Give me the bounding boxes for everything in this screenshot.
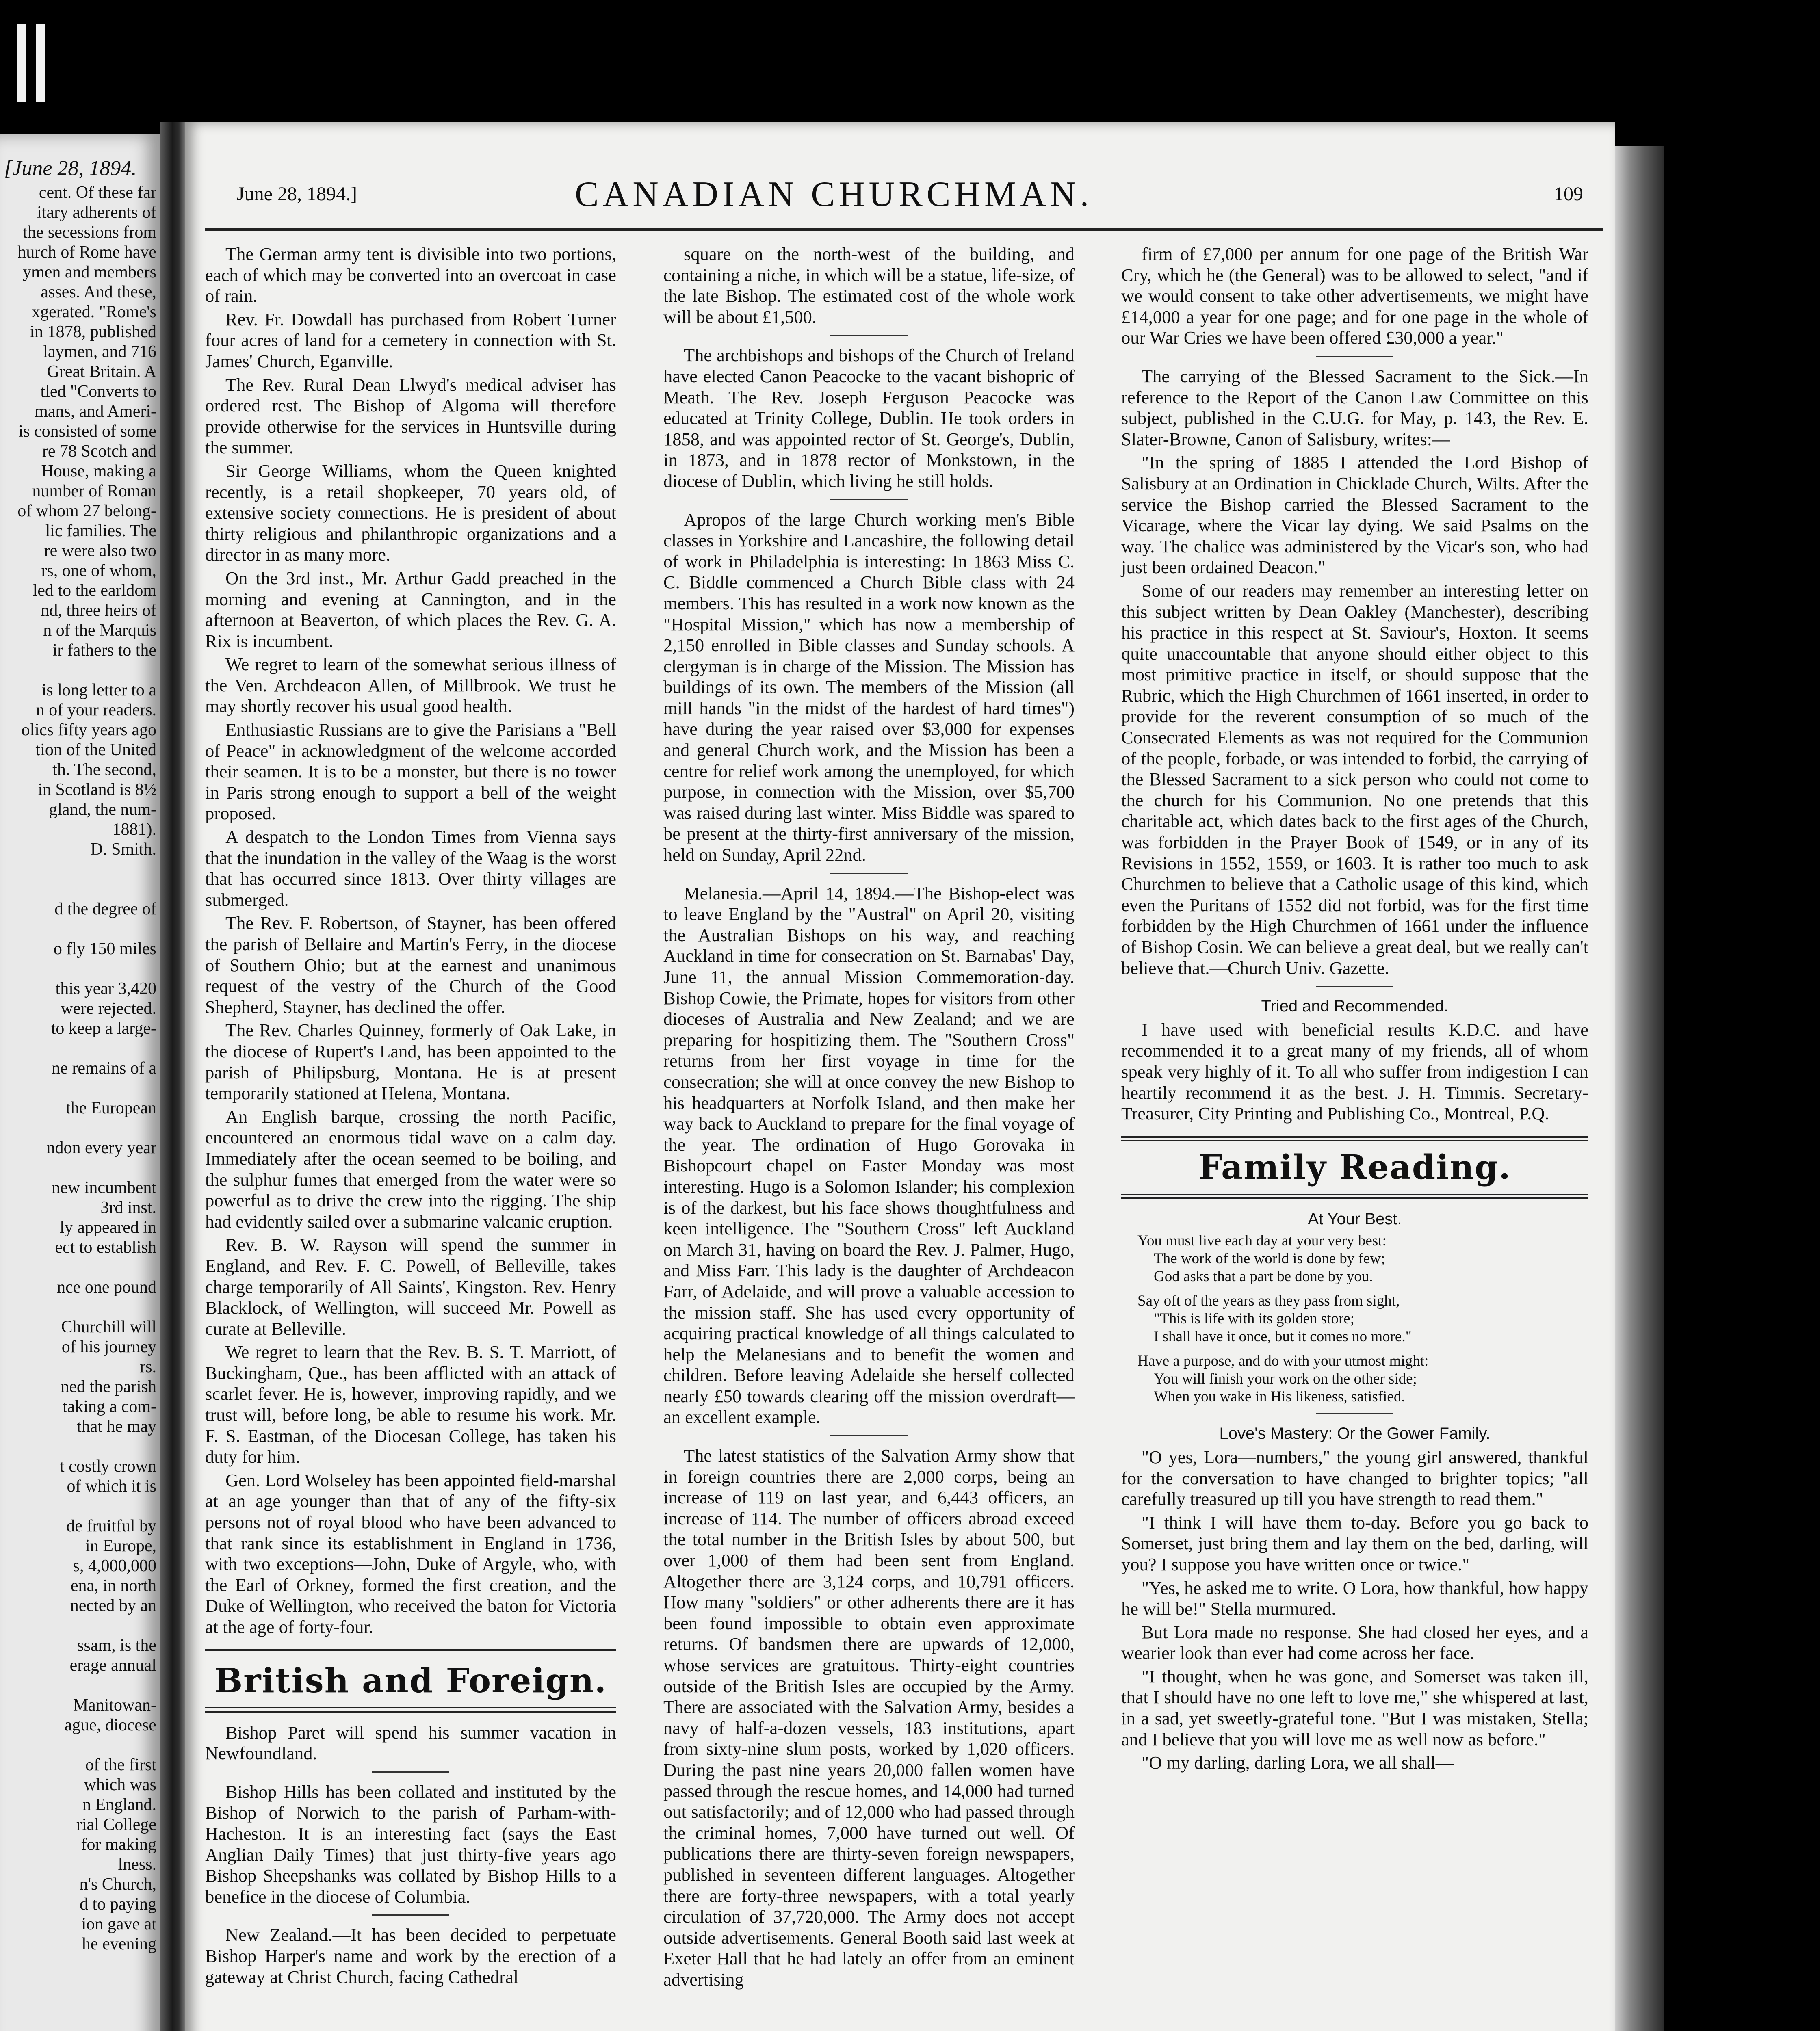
separator-rule bbox=[830, 873, 908, 874]
previous-page-line: n of your readers. bbox=[36, 701, 156, 719]
col1-para: The Rev. F. Robertson, of Stayner, has been offered the parish of Bellaire and Martin's Ferry, in the diocese of Southern Ohio; but at the earnest and unanimous request of the vestry of the Church of the Good Shepherd, Stayner, has declined the offer. bbox=[205, 913, 616, 1017]
scan-marker-top-left bbox=[17, 24, 26, 102]
previous-page-line: he evening bbox=[82, 1935, 156, 1953]
col1-para: The Rev. Rural Dean Llwyd's medical adviser has ordered rest. The Bishop of Algoma will therefore provide otherwise for the services in Huntsville during the summer. bbox=[205, 374, 616, 458]
previous-page-line: lic families. The bbox=[45, 522, 156, 540]
previous-page-line: xgerated. "Rome's bbox=[32, 303, 156, 321]
col1-para: The German army tent is divisible into two portions, each of which may be converted into an overcoat in case of rain. bbox=[205, 244, 616, 306]
separator-rule bbox=[830, 335, 908, 336]
separator-rule bbox=[1316, 356, 1393, 357]
previous-page-line: ned the parish bbox=[61, 1377, 156, 1396]
previous-page-line: gland, the num- bbox=[49, 800, 156, 819]
column-2 bbox=[663, 244, 1075, 1993]
column-1 bbox=[205, 244, 616, 1990]
previous-page-line: to keep a large- bbox=[51, 1019, 156, 1038]
previous-page-line: taking a com- bbox=[63, 1397, 156, 1416]
previous-page-line: n's Church, bbox=[79, 1875, 156, 1894]
separator-rule bbox=[1316, 986, 1393, 987]
previous-page-line: were rejected. bbox=[61, 999, 156, 1018]
poem-stanza bbox=[1121, 1232, 1588, 1286]
previous-page-line: s, 4,000,000 bbox=[73, 1557, 156, 1575]
previous-page-line: d to paying bbox=[80, 1895, 156, 1914]
previous-page-line: olics fifty years ago bbox=[21, 721, 156, 739]
col1-section-para: New Zealand.—It has been decided to perpetuate Bishop Harper's name and work by the erection of a gateway at Christ Church, facing Cathedral bbox=[205, 1925, 616, 1987]
col3-para: "In the spring of 1885 I attended the Lord Bishop of Salisbury at an Ordination in Chicklade Church, Wilts. After the service the Bishop carried the Blessed Sacrament to the Vicarage, where the Vicar lay dying. We said Psalms on the way. The chalice was administered by the Vicar's son, who had just been ordained Deacon." bbox=[1121, 452, 1588, 578]
poem-line: Say oft of the years as they pass from sight, bbox=[1138, 1293, 1400, 1310]
previous-page-line: the European bbox=[66, 1099, 156, 1117]
previous-page-line: ect to establish bbox=[55, 1238, 156, 1257]
previous-page-line: mans, and Ameri- bbox=[35, 402, 156, 421]
col3-para: Some of our readers may remember an interesting letter on this subject written by Dean Oakley (Manchester), describing his practice in this respect at St. Saviour's, Hoxton. It seems quite unaccountable that anyone should either object to this most primitive practice in itself, or should suppose that the Rubric, which the High Churchmen of 1661 inserted, in order to provide for the reverent consumption of so much of the Consecrated Elements as was not required for the Communion of the people, forbade, or was intended to forbid, the carrying of the Blessed Sacrament to a sick person who could not come to the church for his Communion. No one pretends that this charitable act, which dates back to the first ages of the Church, was forbidden in the Prayer Book of 1549, or in any of its Revisions in 1552, 1559, or 1603. It is rather too much to ask Churchmen to believe that a Catholic usage of this kind, which even the Puritans of 1552 did not forbid, was for the first time forbidden by the High Churchmen of 1661 under the influence of Bishop Cosin. We can believe a great deal, but we really can't believe that.—Church Univ. Gazette. bbox=[1121, 580, 1588, 978]
section-title-british-foreign: British and Foreign. bbox=[214, 1661, 607, 1700]
previous-page-line: House, making a bbox=[41, 462, 156, 481]
previous-page-line: rs, one of whom, bbox=[41, 561, 156, 580]
previous-page-line: Great Britain. A bbox=[47, 362, 156, 381]
col3-para: The carrying of the Blessed Sacrament to the Sick.—In reference to the Report of the Canon Law Committee on this subject, published in the C.U.G. for May, p. 143, the Rev. E. Slater-Browne, Canon of Salisbury, writes:— bbox=[1121, 366, 1588, 449]
previous-page-edge bbox=[0, 134, 160, 2031]
col1-para: Sir George Williams, whom the Queen knighted recently, is a retail shopkeeper, 70 years old, of extensive society connections. He is president of about thirty religious and philanthropic organizations and a director in as many more. bbox=[205, 460, 616, 565]
col2-para: Apropos of the large Church working men's Bible classes in Yorkshire and Lancashire, the following detail of work in Philadelphia is interesting: In 1863 Miss C. C. Biddle commenced a Church Bible class with 24 members. This has resulted in a work now known as the "Hospital Mission," which has now a membership of 2,150 enrolled in Bible classes and Sunday schools. A clergyman is in charge of the Mission. The Mission has buildings of its own. The members of the Mission (all mill hands "in the midst of the hardest of hard times") have during the year raised over $3,000 for expenses and general Church work, and the Mission has been a centre for relief work among the unemployed, for which purpose, in connection with the Mission, over $5,700 was raised during last winter. Miss Biddle was spared to be present at the thirty-first anniversary of the mission, held on Sunday, April 22nd. bbox=[663, 509, 1075, 865]
previous-page-line: in 1878, published bbox=[30, 323, 156, 341]
page-number: 109 bbox=[1554, 183, 1583, 205]
newspaper-page bbox=[185, 122, 1615, 2031]
page-edge-stack bbox=[1615, 146, 1664, 2031]
previous-page-line: is long letter to a bbox=[41, 681, 156, 699]
story-para: "I think I will have them to-day. Before you go back to Somerset, just bring them and lay them on the bed, darling, will you? I suppose you have written once or twice." bbox=[1121, 1512, 1588, 1574]
poem-line: You will finish your work on the other side; bbox=[1154, 1371, 1417, 1388]
issue-date: June 28, 1894.] bbox=[237, 183, 357, 205]
previous-page-line: led to the earldom bbox=[32, 581, 156, 600]
col1-para: The Rev. Charles Quinney, formerly of Oak Lake, in the diocese of Rupert's Land, has been appointed to the parish of Philipsburg, Montana. He is at present temporarily stationed at Helena, Montana. bbox=[205, 1020, 616, 1104]
previous-page-line: new incumbent bbox=[52, 1178, 156, 1197]
column-3 bbox=[1121, 244, 1588, 1776]
previous-page-line: of whom 27 belong- bbox=[17, 502, 156, 520]
previous-page-line: in Europe, bbox=[85, 1537, 156, 1555]
col1-para: We regret to learn that the Rev. B. S. T. Marriott, of Buckingham, Que., has been afflicted with an attack of scarlet fever. He is, however, improving rapidly, and we trust will, before long, be able to resume his work. Mr. F. S. Eastman, of the Diocesan College, has taken his duty for him. bbox=[205, 1342, 616, 1467]
section-rule-bottom bbox=[205, 1707, 616, 1713]
col1-para: Gen. Lord Wolseley has been appointed field-marshal at an age younger than that of any of the fifty-six persons not of royal blood who have been advanced to that rank since its establishment in England in 1736, with two exceptions—John, Duke of Argyle, who, with the Earl of Orkney, formed the first creation, and the Duke of Wellington, who received the baton for Victoria at the age of forty-four. bbox=[205, 1470, 616, 1637]
previous-page-line: rs. bbox=[140, 1358, 156, 1376]
previous-page-line: cent. Of these far bbox=[39, 183, 156, 202]
story-para: "I thought, when he was gone, and Somerset was taken ill, that I should have no one left to love me," she whispered at last, in a sad, yet sweetly-grateful tone. "But I was mistaken, Stella; and I believe that you will love me as well now as before." bbox=[1121, 1666, 1588, 1750]
separator-rule bbox=[372, 1771, 449, 1773]
previous-page-line: nce one pound bbox=[57, 1278, 156, 1297]
previous-page-line: tion of the United bbox=[35, 741, 156, 759]
poem-line: Have a purpose, and do with your utmost might: bbox=[1138, 1353, 1429, 1370]
previous-page-line: ssam, is the bbox=[77, 1636, 156, 1655]
previous-page-line: ion gave at bbox=[81, 1915, 156, 1934]
poem-line: You must live each day at your very best: bbox=[1138, 1232, 1387, 1249]
previous-page-line: of the first bbox=[85, 1756, 156, 1774]
previous-page-line: this year 3,420 bbox=[55, 979, 156, 998]
separator-rule bbox=[372, 1914, 449, 1916]
previous-page-line: ymen and members bbox=[23, 263, 156, 281]
col2-para: Melanesia.—April 14, 1894.—The Bishop-elect was to leave England by the "Austral" on April 20, visiting the Australian Bishops on his way, and reaching Auckland in time for consecration on St. Barnabas' Day, June 11, the annual Mission Commemoration-day. Bishop Cowie, the Primate, hopes for visitors from other dioceses of Australia and New Zealand; and we are preparing for hospitizing them. The "Southern Cross" returns from her first voyage in time for the consecration; she will at once convey the new Bishop to his headquarters at Norfolk Island, and then make her way back to Auckland to prepare for the final voyage of the year. The ordination of Hugo Gorovaka in Bishopcourt chapel on Easter Monday was most interesting. Hugo is a Solomon Islander; his complexion is of the darkest, but his face shows thoughtfulness and keen intelligence. The "Southern Cross" left Auckland on March 31, having on board the Rev. J. Palmer, Hugo, and Miss Farr. This lady is the daughter of Archdeacon Farr, of Adelaide, and will prove a valuable accession to the mission staff. She has used every opportunity of acquiring practical knowledge of all things calculated to help the Melanesians and to benefit the women and children. Before leaving Adelaide she herself collected nearly £50 towards clearing off the mission overdraft—an excellent example. bbox=[663, 883, 1075, 1427]
previous-page-line: asses. And these, bbox=[41, 283, 156, 301]
previous-page-line: d the degree of bbox=[54, 900, 156, 918]
previous-page-line: n of the Marquis bbox=[43, 621, 156, 640]
previous-page-line: the secessions from bbox=[23, 223, 156, 242]
previous-page-line: in Scotland is 8½ bbox=[38, 780, 156, 799]
section-title-family-reading: Family Reading. bbox=[1198, 1148, 1511, 1187]
scan-marker-top-right bbox=[36, 24, 45, 102]
previous-page-line: nd, three heirs of bbox=[41, 601, 156, 620]
col1-para: Rev. B. W. Rayson will spend the summer in England, and Rev. F. C. Powell, of Belleville, takes charge temporarily of All Saints', Kingston. Rev. Henry Blacklock, of Wellington, will succeed Mr. Powell as curate at Belleville. bbox=[205, 1234, 616, 1339]
col1-section-para: Bishop Hills has been collated and instituted by the Bishop of Norwich to the parish of Parham-with-Hacheston. It is an interesting fact (says the East Anglian Daily Times) that just thirty-five years ago Bishop Sheepshanks was collated by Bishop Hills to a benefice in the diocese of Columbia. bbox=[205, 1781, 616, 1907]
previous-page-line: itary adherents of bbox=[37, 203, 156, 222]
previous-page-line: n England. bbox=[82, 1795, 156, 1814]
story-para: "O my darling, darling Lora, we all shall— bbox=[1142, 1752, 1454, 1773]
col1-para: Enthusiastic Russians are to give the Parisians a "Bell of Peace" in acknowledgment of the welcome accorded their seamen. It is to be a monster, but there is no tower in Paris strong enough to support a bell of the weight proposed. bbox=[205, 719, 616, 824]
col1-para: Rev. Fr. Dowdall has purchased from Robert Turner four acres of land for a cemetery in connection with St. James' Church, Eganville. bbox=[205, 309, 616, 371]
previous-page-line: lness. bbox=[118, 1855, 156, 1874]
previous-page-line: laymen, and 716 bbox=[43, 342, 156, 361]
poem-line: "This is life with its golden store; bbox=[1154, 1310, 1355, 1327]
previous-page-header: [June 28, 1894. bbox=[4, 157, 137, 180]
col2-para: square on the north-west of the building, and containing a niche, in which will be a statue, life-size, of the late Bishop. The estimated cost of the whole work will be about £1,500. bbox=[663, 244, 1075, 327]
section-rule-top bbox=[1121, 1136, 1588, 1141]
separator-rule bbox=[1316, 1413, 1393, 1414]
previous-page-line: 3rd inst. bbox=[100, 1198, 156, 1217]
previous-page-line: for making bbox=[81, 1835, 156, 1854]
poem-line: I shall have it once, but it comes no more." bbox=[1154, 1328, 1412, 1345]
previous-page-line: D. Smith. bbox=[90, 840, 156, 859]
book-gutter bbox=[160, 122, 187, 2031]
col2-para: The latest statistics of the Salvation Army show that in foreign countries there are 2,000 corps, being an increase of 119 on last year, and 6,443 officers, an increase of 114. The number of officers abroad exceed the total number in the British Isles by about 500, but over 1,000 of them had been sent from England. Altogether there are 3,124 corps, and 10,791 officers. How many "soldiers" or other adherents there are it has been found impossible to obtain even approximate returns. Of bandsmen there are upwards of 12,000, whose services are gratuitous. Thirty-eight countries outside of the British Isles are occupied by the Army. There are associated with the Salvation Army, besides a navy of half-a-dozen vessels, 183 institutions, apart from sixty-nine slum posts, worked by 1,020 officers. During the past nine years 20,000 fallen women have passed through the rescue homes, and 14,000 had turned out satisfactorily; and of 12,000 who had passed through the criminal homes, 7,000 have turned out well. Of publications there are thirty-seven foreign newspapers, published in seventeen different languages. Altogether there are forty-three newspapers, with a total yearly circulation of 37,720,000. The Army does not accept outside advertisements. General Booth said last week at Exeter Hall that he had lately an offer from an eminent advertising bbox=[663, 1445, 1075, 1990]
previous-page-line: ndon every year bbox=[46, 1139, 156, 1157]
previous-page-line: Manitowan- bbox=[73, 1696, 156, 1715]
previous-page-line: re were also two bbox=[44, 541, 156, 560]
previous-page-line: rial College bbox=[76, 1815, 156, 1834]
previous-page-line: which was bbox=[84, 1776, 156, 1794]
col1-section-para: Bishop Paret will spend his summer vacation in Newfoundland. bbox=[205, 1722, 616, 1764]
col1-para: We regret to learn of the somewhat serious illness of the Ven. Archdeacon Allen, of Millbrook. We trust he may shortly recover his usual good health. bbox=[205, 654, 616, 717]
story-title: Love's Mastery: Or the Gower Family. bbox=[1219, 1425, 1491, 1443]
previous-page-line: of which it is bbox=[67, 1477, 156, 1496]
previous-page-line: hurch of Rome have bbox=[17, 243, 156, 262]
story-para: But Lora made no response. She had closed her eyes, and a wearier look than ever had come across her face. bbox=[1121, 1622, 1588, 1663]
story-para: "O yes, Lora—numbers," the young girl answered, thankful for the conversation to have changed to brighter topics; "all carefully treasured up till you have strength to read them." bbox=[1121, 1446, 1588, 1509]
previous-page-line: Churchill will bbox=[61, 1318, 156, 1336]
previous-page-line: 1881). bbox=[112, 820, 156, 839]
ad-body: I have used with beneficial results K.D.C. and have recommended it to a great many of my friends, all of whom speak very highly of it. To all who suffer from indigestion I can heartily recommend it as the best. J. H. Timmis. Secretary-Treasurer, City Printing and Publishing Co., Montreal, P.Q. bbox=[1121, 1019, 1588, 1124]
previous-page-line: number of Roman bbox=[32, 482, 156, 500]
poem-line: When you wake in His likeness, satisfied. bbox=[1154, 1388, 1405, 1405]
previous-page-line: ne remains of a bbox=[52, 1059, 156, 1078]
ad-title: Tried and Recommended. bbox=[1261, 997, 1449, 1016]
poem-line: God asks that a part be done by you. bbox=[1154, 1268, 1373, 1285]
previous-page-line: ague, diocese bbox=[64, 1716, 156, 1734]
poem-stanza bbox=[1121, 1292, 1588, 1346]
previous-page-line: ir fathers to the bbox=[52, 641, 156, 660]
story-para: "Yes, he asked me to write. O Lora, how thankful, how happy he will be!" Stella murmured. bbox=[1121, 1577, 1588, 1619]
previous-page-line: erage annual bbox=[69, 1656, 156, 1675]
previous-page-line: of his journey bbox=[61, 1338, 156, 1356]
previous-page-line: that he may bbox=[77, 1417, 156, 1436]
col1-para: An English barque, crossing the north Pacific, encountered an enormous tidal wave on a calm day. Immediately after the ocean seemed to be boiling, and the sulphur fumes that emerged from the water were so powerful as to drive the crew into the rigging. The ship had evidently sailed over a submarine valcanic eruption. bbox=[205, 1106, 616, 1232]
separator-rule bbox=[830, 1435, 908, 1436]
section-rule-bottom bbox=[1121, 1194, 1588, 1199]
previous-page-line: th. The second, bbox=[52, 760, 156, 779]
previous-page-line: o fly 150 miles bbox=[53, 940, 156, 958]
header-rule bbox=[205, 228, 1603, 231]
previous-page-line: de fruitful by bbox=[66, 1517, 156, 1535]
col1-para: A despatch to the London Times from Vienna says that the inundation in the valley of the Waag is the worst that has occurred since 1813. Over thirty villages are submerged. bbox=[205, 827, 616, 910]
previous-page-line: ly appeared in bbox=[60, 1218, 156, 1237]
separator-rule bbox=[830, 499, 908, 500]
masthead: CANADIAN CHURCHMAN. bbox=[575, 175, 1093, 214]
col3-para: firm of £7,000 per annum for one page of the British War Cry, which he (the General) was to be allowed to select, "and if we would consent to take other advertisements, we might have £14,000 a year for one page; and for one page in the whole of our War Cries we have been offered £30,000 a year." bbox=[1121, 244, 1588, 348]
previous-page-line: nected by an bbox=[70, 1596, 156, 1615]
poem-title: At Your Best. bbox=[1308, 1210, 1402, 1228]
previous-page-line: tled "Converts to bbox=[40, 382, 156, 401]
previous-page-line: is consisted of some bbox=[18, 422, 156, 441]
poem-stanza bbox=[1121, 1352, 1588, 1406]
col2-para: The archbishops and bishops of the Church of Ireland have elected Canon Peacocke to the vacant bishopric of Meath. The Rev. Joseph Ferguson Peacocke was educated at Trinity College, Dublin. He took orders in 1858, and was appointed rector of St. George's, Dublin, in 1873, and in 1878 rector of Monkstown, in the diocese of Dublin, which living he still holds. bbox=[663, 345, 1075, 491]
previous-page-line: ena, in north bbox=[70, 1576, 156, 1595]
section-rule-top bbox=[205, 1649, 616, 1654]
previous-page-line: t costly crown bbox=[60, 1457, 156, 1476]
col1-para: On the 3rd inst., Mr. Arthur Gadd preached in the morning and evening at Cannington, and in the afternoon at Beaverton, of which places the Rev. G. A. Rix is incumbent. bbox=[205, 567, 616, 651]
poem-line: The work of the world is done by few; bbox=[1154, 1250, 1385, 1267]
previous-page-line: re 78 Scotch and bbox=[42, 442, 156, 461]
